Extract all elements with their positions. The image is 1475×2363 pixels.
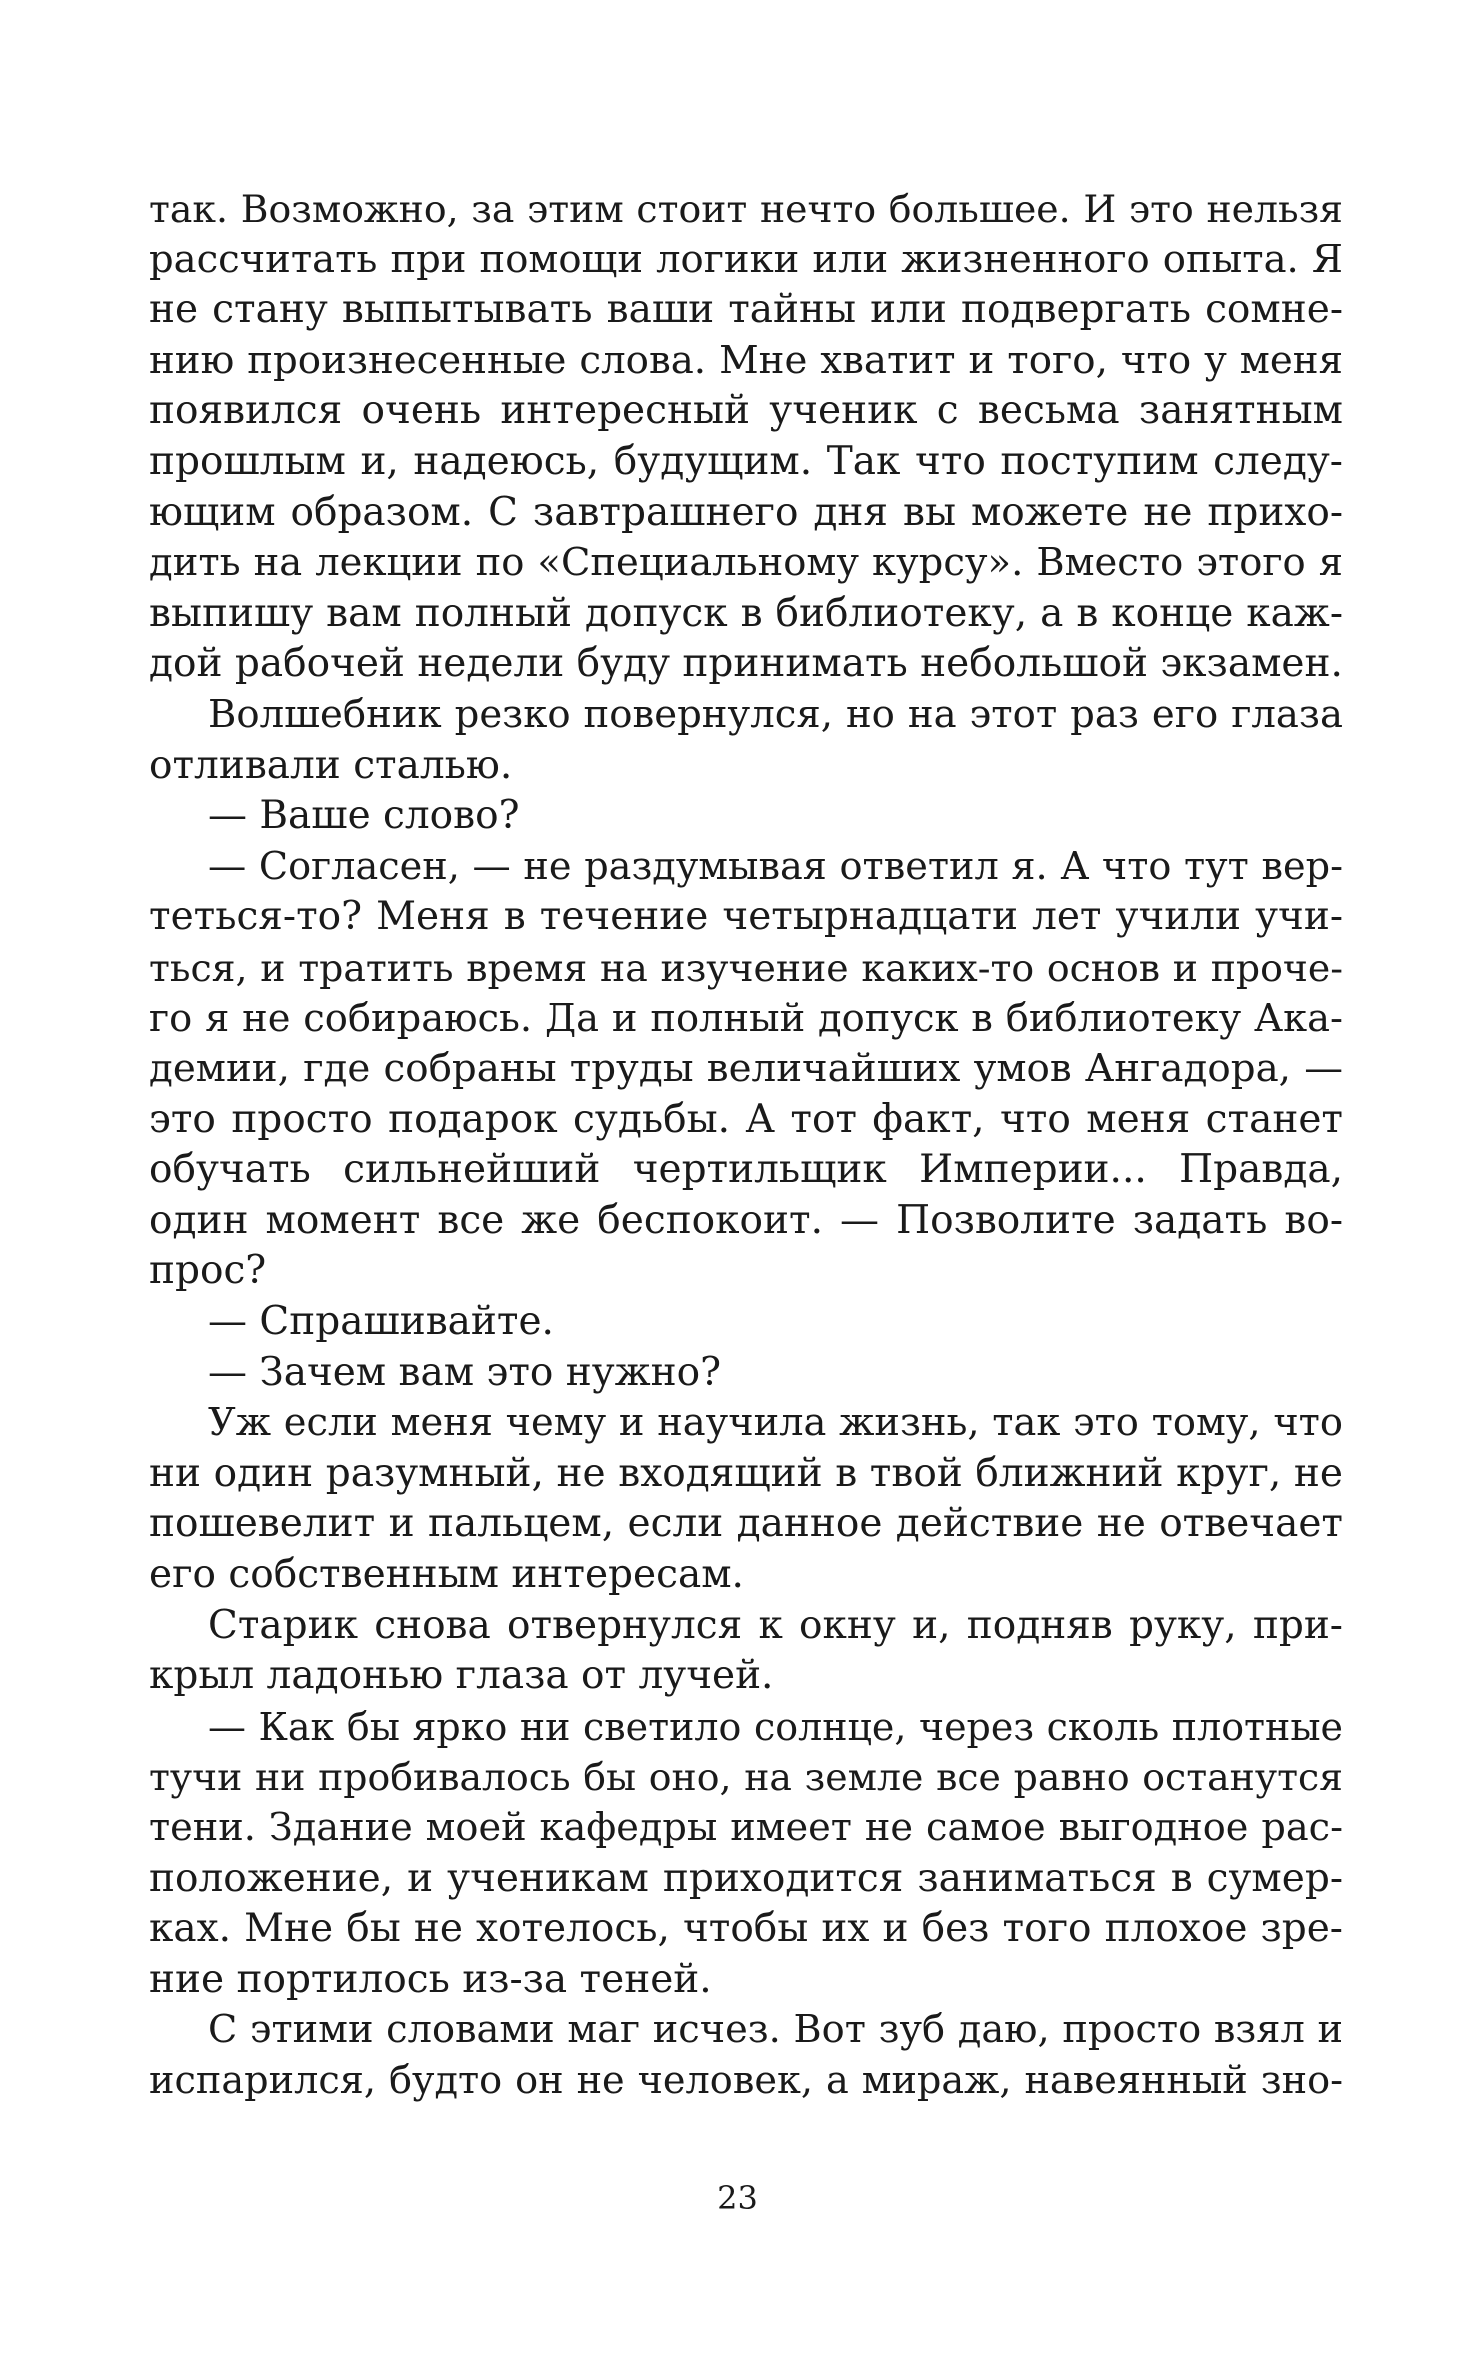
text-line: С этими словами маг исчез. Вот зуб даю, просто взял и <box>208 2007 1343 2053</box>
text-line: Волшебник резко повернулся, но на этот раз его глаза <box>208 691 1343 737</box>
text-line: крыл ладонью глаза от лучей. <box>149 1653 774 1699</box>
text-line: ни один разумный, не входящий в твой ближний круг, не <box>149 1450 1343 1496</box>
text-line: дить на лекции по «Специальному курсу». Вместо этого я <box>149 540 1343 586</box>
text-line: так. Возможно, за этим стоит нечто большее. И это нельзя <box>149 187 1343 231</box>
text-line: Старик снова отвернулся к окну и, подняв руку, при- <box>208 1602 1343 1648</box>
text-line: ние портилось из-за теней. <box>149 1956 712 2002</box>
text-line: — Зачем вам это нужно? <box>208 1349 721 1395</box>
text-line: дой рабочей недели буду принимать небольшой экзамен. <box>149 641 1343 687</box>
text-line: демии, где собраны труды величайших умов Ангадора, — <box>149 1046 1343 1092</box>
text-line: ющим образом. С завтрашнего дня вы можете не прихо- <box>149 489 1343 535</box>
text-line: го я не собираюсь. Да и полный допуск в библиотеку Ака- <box>149 995 1343 1041</box>
text-line: его собственным интересам. <box>149 1552 744 1598</box>
text-line: один момент все же беспокоит. — Позволите задать во- <box>149 1197 1343 1243</box>
body-text <box>149 184 1343 2107</box>
text-line: появился очень интересный ученик с весьма занятным <box>149 388 1343 434</box>
page-number: 23 <box>717 2179 758 2217</box>
text-line: прос? <box>149 1248 267 1294</box>
text-line: испарился, будто он не человек, а мираж, навеянный зно- <box>149 2058 1343 2103</box>
text-line: Уж если меня чему и научила жизнь, так это тому, что <box>208 1400 1343 1446</box>
text-line: это просто подарок судьбы. А тот факт, что меня станет <box>149 1096 1343 1142</box>
text-line: тени. Здание моей кафедры имеет не самое выгодное рас- <box>149 1805 1343 1850</box>
text-line: ках. Мне бы не хотелось, чтобы их и без того плохое зре- <box>149 1906 1343 1952</box>
text-line: положение, и ученикам приходится заниматься в сумер- <box>149 1855 1343 1901</box>
text-line: — Ваше слово? <box>208 793 520 839</box>
text-line: — Согласен, — не раздумывая ответил я. А что тут вер- <box>208 844 1343 889</box>
text-line: тучи ни пробивалось бы оно, на земле все равно останутся <box>149 1755 1343 1800</box>
text-line: отливали сталью. <box>149 742 513 788</box>
text-line: теться-то? Меня в течение четырнадцати лет учили учи- <box>149 894 1343 940</box>
text-line: ться, и тратить время на изучение каких-то основ и проче- <box>149 945 1343 990</box>
text-line: пошевелит и пальцем, если данное действие не отвечает <box>149 1501 1343 1547</box>
text-line: не стану выпытывать ваши тайны или подвергать сомне- <box>149 287 1343 333</box>
text-line: прошлым и, надеюсь, будущим. Так что поступим следу- <box>149 438 1343 484</box>
text-line: обучать сильнейший чертильщик Империи... Правда, <box>149 1147 1343 1193</box>
text-line: рассчитать при помощи логики или жизненного опыта. Я <box>149 236 1343 282</box>
text-line: — Как бы ярко ни светило солнце, через сколь плотные <box>208 1704 1343 1749</box>
text-line: — Спрашивайте. <box>208 1299 554 1345</box>
text-line: нию произнесенные слова. Мне хватит и того, что у меня <box>149 337 1343 383</box>
text-line: выпишу вам полный допуск в библиотеку, а в конце каж- <box>149 590 1343 636</box>
